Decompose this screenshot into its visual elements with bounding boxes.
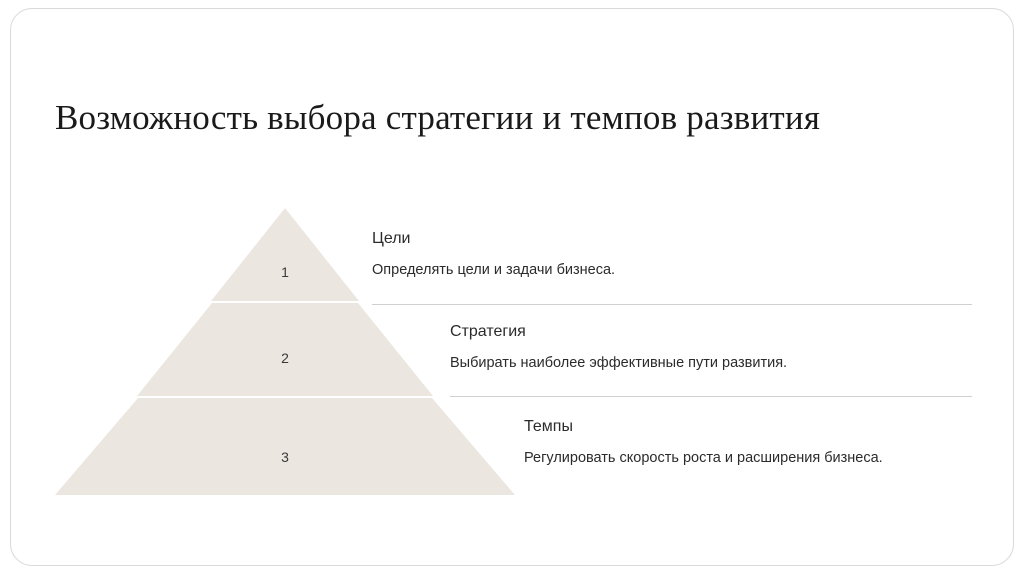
legend-divider-2 bbox=[450, 396, 972, 397]
legend-item-1-title: Цели bbox=[372, 230, 411, 247]
legend-item-3-title: Темпы bbox=[524, 418, 573, 435]
pyramid-tier-1-number: 1 bbox=[281, 264, 289, 280]
legend-item-2[interactable] bbox=[450, 323, 787, 373]
page-title: Возможность выбора стратегии и темпов развития bbox=[55, 98, 821, 138]
legend-item-3[interactable] bbox=[524, 418, 883, 468]
legend-item-2-title: Стратегия bbox=[450, 323, 526, 340]
legend-item-1[interactable] bbox=[372, 230, 615, 280]
legend-item-3-description: Регулировать скорость роста и расширения бизнеса. bbox=[524, 450, 883, 466]
legend-item-2-description: Выбирать наиболее эффективные пути развития. bbox=[450, 355, 788, 371]
pyramid-tier-2-number: 2 bbox=[281, 350, 289, 366]
pyramid-legend bbox=[372, 208, 972, 498]
legend-divider-1 bbox=[372, 304, 972, 305]
legend-item-1-description: Определять цели и задачи бизнеса. bbox=[372, 262, 616, 278]
pyramid-tier-3-number: 3 bbox=[281, 449, 289, 465]
